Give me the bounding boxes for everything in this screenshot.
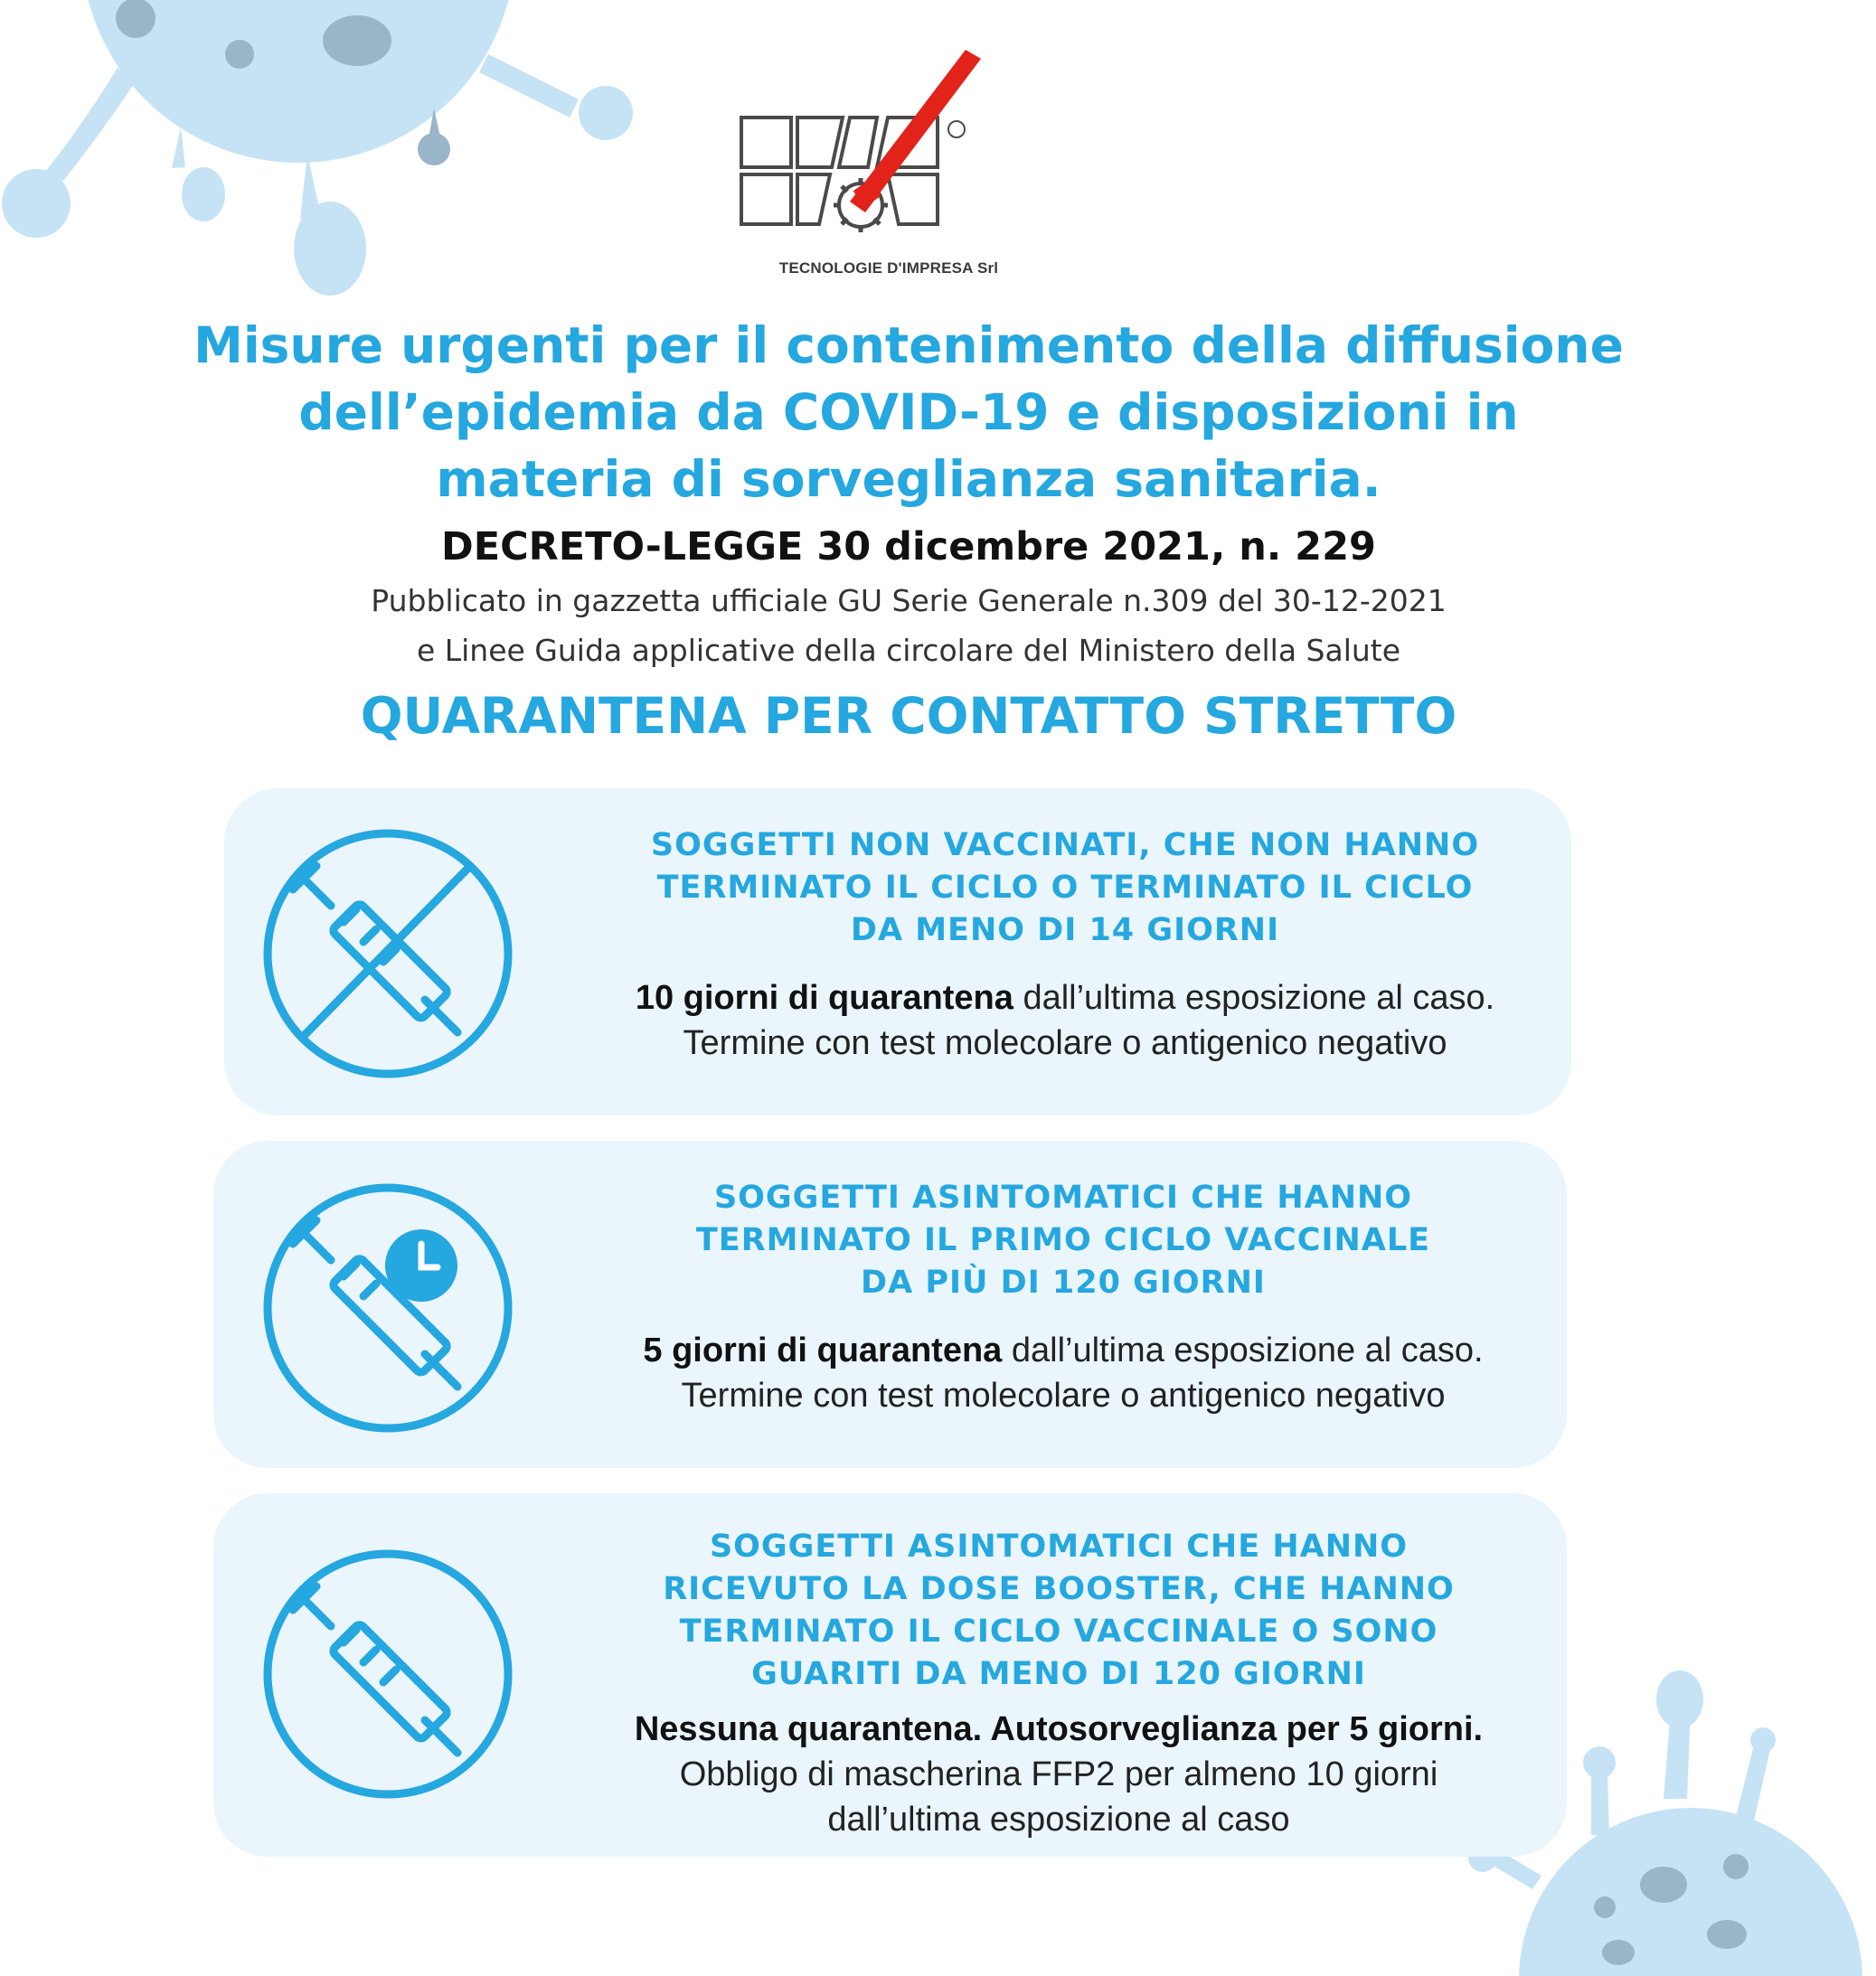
card-body xyxy=(577,975,1553,1066)
section-title: QUARANTENA PER CONTATTO STRETTO xyxy=(360,687,1457,745)
logo-mark-icon xyxy=(723,50,1076,262)
guidelines-note: e Linee Guida applicative della circolare del Ministero della Salute xyxy=(416,633,1401,668)
logo-caption: TECNOLOGIE D'IMPRESA Srl xyxy=(778,259,999,277)
card-body-text: dall’ultima esposizione al caso. xyxy=(1002,1331,1484,1369)
title-line: materia di sorveglianza sanitaria. xyxy=(436,450,1381,508)
no-vaccine-icon xyxy=(257,823,519,1085)
card-heading xyxy=(577,824,1553,952)
card-body xyxy=(566,1707,1551,1842)
card-heading-line: SOGGETTI ASINTOMATICI CHE HANNO xyxy=(713,1180,1413,1216)
card-body-text: dall’ultima esposizione al caso. xyxy=(1013,979,1495,1017)
card-body xyxy=(575,1328,1551,1418)
decree-heading: DECRETO-LEGGE 30 dicembre 2021, n. 229 xyxy=(441,524,1376,569)
quarantine-card-unvaccinated xyxy=(224,788,1571,1115)
title-line: dell’epidemia da COVID-19 e disposizioni in xyxy=(298,383,1519,441)
card-heading-line: DA PIÙ DI 120 GIORNI xyxy=(861,1265,1266,1301)
company-logo xyxy=(723,50,1076,289)
card-heading-line: TERMINATO IL PRIMO CICLO VACCINALE xyxy=(695,1222,1431,1258)
vaccine-clock-icon xyxy=(257,1177,519,1439)
card-body-line: Termine con test molecolare o antigenico negativo xyxy=(681,1377,1446,1415)
card-body-line: Termine con test molecolare o antigenico negativo xyxy=(683,1024,1447,1062)
vaccine-icon xyxy=(257,1543,519,1805)
quarantine-duration: 5 giorni di quarantena xyxy=(643,1331,1003,1369)
card-body-line: dall’ultima esposizione al caso xyxy=(827,1801,1290,1839)
quarantine-card-booster xyxy=(213,1493,1567,1857)
title-line: Misure urgenti per il contenimento della diffusione xyxy=(193,316,1624,374)
publication-note: Pubblicato in gazzetta ufficiale GU Serie Generale n.309 del 30-12-2021 xyxy=(371,583,1447,618)
card-heading-line: DA MENO DI 14 GIORNI xyxy=(850,912,1280,948)
card-body-line: Obbligo di mascherina FFP2 per almeno 10 giorni xyxy=(679,1755,1438,1793)
card-heading xyxy=(575,1177,1551,1304)
card-heading-line: TERMINATO IL CICLO O TERMINATO IL CICLO xyxy=(656,870,1474,906)
card-heading-line: GUARITI DA MENO DI 120 GIORNI xyxy=(751,1656,1366,1692)
card-heading-line: SOGGETTI ASINTOMATICI CHE HANNO xyxy=(709,1529,1409,1565)
card-heading xyxy=(566,1526,1551,1696)
page-title xyxy=(81,312,1736,513)
card-heading-line: TERMINATO IL CICLO VACCINALE O SONO xyxy=(679,1614,1438,1650)
card-heading-line: SOGGETTI NON VACCINATI, CHE NON HANNO xyxy=(650,827,1480,863)
quarantine-duration: 10 giorni di quarantena xyxy=(635,979,1013,1017)
card-heading-line: RICEVUTO LA DOSE BOOSTER, CHE HANNO xyxy=(663,1571,1455,1607)
quarantine-card-primary-cycle xyxy=(213,1141,1567,1468)
quarantine-duration: Nessuna quarantena. Autosorveglianza per 5 giorni. xyxy=(634,1710,1484,1748)
